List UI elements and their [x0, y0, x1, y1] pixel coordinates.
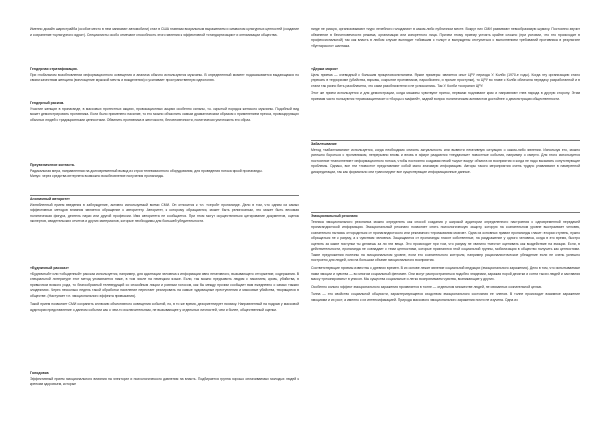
section-forget	[311, 142, 580, 175]
section-paragraph: При глобальном возобновлении информационного освещения и анализа обычно используются мужчины. В определенный момент подсказывается выдающаяся по своим качествам женщина (воплощение мужской мечты и вожделения) и усиливает пространственную идеологию.	[30, 72, 299, 83]
section-paragraph: Излюбленный прием введения в заблуждение, активно используемый всеми СМИ. Он относится к т.н. «серой» пропаганде. Дело в том, что одним из самых эффективных методов влияния является обращение к авторитету. Авторитет, к которому обращаются, может быть религиозным, это может быть весомая политическая фигура, деятель науки или другой профессии. Имя авторитета не сообщается. При этом могут осуществляться цитирование документов, оценок экспертов, свидетельских отчетов и других материалов, которые необходимы для большей убедительности.	[30, 202, 299, 224]
divider	[311, 212, 580, 213]
divider	[30, 195, 299, 196]
section-paragraph: «Будничный» или «обыденный» рассказ используется, например, для адаптации человека к информации явно негативного, вызывающего отторжение, содержания. В специальной литературе этот метод упоминается ниже, в том числе на немецком языке. Если, так можно предъявить людям с насилием, кровь, убийства, в привычном всякого рода, то благообразный телеведущий со спокойным лицом и ровным голосом, как бы между прочим сообщает вам ежедневно о самых тяжких злодеяниях. Через несколько недель такой обработки население перестает реагировать на самые чудовищные преступления и массовые убийства, творящиеся в обществе. (Наступает т.н. эмоционального эффекта привыкания).	[30, 271, 299, 298]
divider	[311, 140, 580, 141]
section-anon	[30, 197, 299, 225]
section-title: Преувеличение контаста.	[30, 163, 75, 167]
section-paragraph: Особенно сильно эффект эмоционального заражения проявляется в толпе — отдельном множестве людей, не связанных сознательной целью.	[311, 284, 543, 289]
section-paragraph: Толпа — это свойство социальной общности, характеризующееся сходством эмоционального состояния ее членов. В толпе происходит взаимное заражение эмоциями и их рост, а именно с их интенсификацией. Природа массового эмоционального заражения почти не изучена. Одна из	[311, 292, 580, 302]
section-gender	[30, 67, 299, 84]
section-title: «Держи морок»	[311, 67, 339, 71]
section-hunger	[30, 371, 299, 388]
section-paragraph: Минус: через средства интернета возможно возобновление получения пропаганды.	[30, 174, 165, 179]
section-paragraph: Эффективный прием эмоционального влияния на электорат и психологического давления на власть. Подбирается группа хорошо оплачиваемых молодых людей к крепким здоровьем, которые	[30, 376, 299, 387]
section-title: Гендерный расизм.	[30, 101, 65, 105]
section-paragraph: Техника эмоционального резонанса можно определить как способ создания у широкой аудитории определенного настроения с одновременной передачей пропагандистской информации. Эмоциональный резонанс позволяет снять психологическую защиту, которую на сознательном уровне выстраивает человек, сознательно пытаясь отгородиться от пропагандистского или рекламного «промывания мозгов». Одна из основных правил пропаганды гласит: вторая ступень, нужно обращаться не к разуму, а к чувствам человека. Защищаются от пропаганды гласит собственные, на раздражение у одного человека, когда в это время, быстро оценить за какие поступки ты делаешь за ли эти вещи. Это происходит при том, что разуму не хватило «места» оценивать как воздействие на эмоции. Если, в действительности, пропаганда не совпадает с теми ценностями, которые признаются этой социальной группы, мобилизация в общество получить как ценностями. Такие предложения полезны на эмоциональном уровне, если его сознательного контроля, например рационалистическое убеждение если не очень успешно построено для людей, или на большом объеме эмоционального восприятия.	[311, 219, 580, 263]
continuation-paragraph: нигде не рискуя, организовывают «курс лечебного голодания» в каком-либо публичном месте. Вокруг них СМИ развивают невообразимую шумиху. Постоянно звучит обвинение в бесчеловечности режима, организации или конкретного лица. Причем этому приему устоять крайне сложно (при условии, что это происходит в профессиональной) так как власть в любом случае выглядит «сбившим с толку» и вынуждены отступиться с выполнением требований противника в результате «бунтарского» шантажа.	[311, 27, 580, 48]
section-title: Забалтывание	[311, 142, 337, 146]
section-paragraph: Соответствующие приемы известны с древних времен. В их основе лежит явление социальной индукции (эмоционального заражения). Дело в том, что испытываемые нами эмоции и чувства — во многом социальный феномен. Они могут распространяться подобно эпидемии, заражая порой десятки и сотни тысяч людей и заставляя массу «резонировать» в унисон. Мы существа социальные и легко воспринимаем чувства, возникающие у других.	[311, 265, 580, 282]
section-title: Гендерная стратификация.	[30, 67, 78, 71]
section-emotion	[311, 214, 580, 303]
section-paragraph: Участие женщин в пропаганде, в массовых протестных акциях, провокационных акциях особенно сильны, т.к. скрытый порядок женского мужчины. Подобный вид может демонстрировать противника. Если было применено насилие, то его можно объяснить самым драматическим образом с применением пресса, провоцирующих обычных людей с традиционными ценностями. Обвинить противника в жестокости, бесчеловечности, политически уничтожить его образ.	[30, 106, 299, 122]
section-paragraph: Радикальная мера, направленная на долговременный вывод из строя телевизионного оборудования, для проведения потока яркой пропаганды.	[30, 168, 263, 173]
section-simple	[30, 266, 299, 313]
section-paragraph: Этот же прием используется и для демонстрации, когда машины чувствуют приток, первыми подливают крик и направляют гнев народа в другую сторону. Этим приемам часто пользуются «правозащитники» и «борцы с мафией», задний вопрос политическим активистов достойнее о демонстрации общественности.	[311, 91, 580, 101]
section-carrot	[311, 67, 580, 102]
section-title: Эмоциональный резонанс	[311, 214, 358, 218]
intro-block	[30, 27, 299, 38]
section-paragraph: Такой прием позволяет СМИ сохранить иллюзию объективного освещения событий, но, в то же время, дезориентирует психику. Направленный на подрыв у массовой аудитории представление о данном событии как о чем-то исключительным, не вызывающее у отдельных личностей, чем и более, общественный оценки.	[30, 302, 299, 312]
intro-paragraph: Именно дизайн шарпстрайба (особое место в нем занимают автомобили) стал в США главным визуальным выражением и символом культурных ценностей (создание и сохранение «культурного ядра»). Специалисты особо отмечают способность этого явления к эффективной «стандартизации» и оптимизации общества.	[30, 27, 299, 37]
section-title: «Будничный рассказ»	[30, 266, 69, 270]
section-paragraph: Цель приема — очевидный с большим прицеловоспитанием. Яркие примеры: является опыт ЦРУ периода У. Колби (1970-е годы). Когда эту организацию стало упрекать в терроризме (убийства, взрывы, сокрытие противников, наркобизнес, и прочие проступки), то ЦРУ во главе с Колби обличила передачу разработанной и в стали так рачно бить разоблачена, что сами разоблачители и не успокоились. Так У. Колби «сохранил ЦРУ.	[311, 72, 580, 88]
section-title: Голодовка	[30, 371, 49, 375]
continuation-block	[311, 27, 580, 49]
section-title: Анонимный авторитет	[30, 197, 70, 201]
section-paragraph: Метод «забалтывания» используется, когда необходимо снизить актуальность или вывести негативную ситуацию о каком-либо явлении. Используя его, можно успешно бороться с противником, непрерывно вновь и вновь в эфире раздаются «неудачные» новостные события, например о смерти. Для этого используется постоянное «наполнение» информационного потока, чтобы постоянно создавая некий «шум» вокруг объекта их восприятия и когда не надо вызывать сопутствующие проблемы. Однако, все эти «новости» представляют собой мало значимую информацию. Авторы такого мероприятия очень трудно улавливают в намеренной дискредитации, так как формально они транслируют все существующие информационные данные.	[311, 147, 580, 174]
section-contrast	[30, 163, 299, 180]
section-sex	[30, 101, 299, 123]
